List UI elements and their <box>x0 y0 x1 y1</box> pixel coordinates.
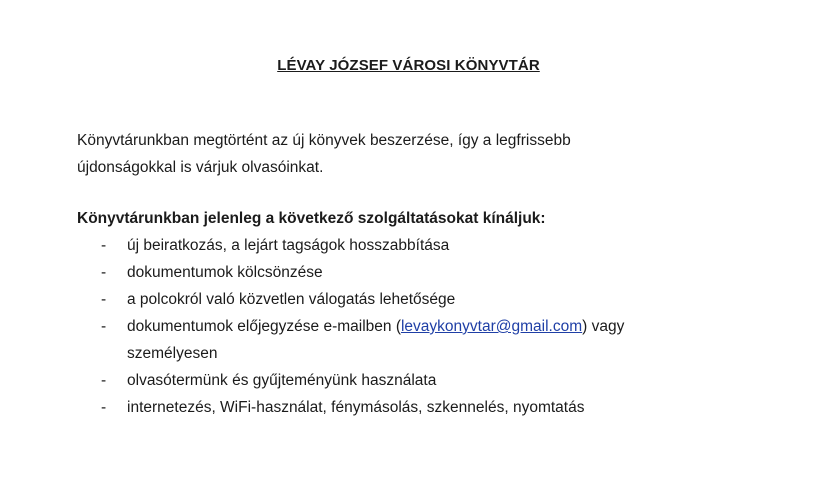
list-item <box>77 394 717 421</box>
service-text-before-email: dokumentumok előjegyzése e-mailben ( <box>127 318 401 335</box>
service-text: dokumentumok kölcsönzése <box>127 264 323 281</box>
list-item <box>77 232 717 259</box>
intro-line-2: újdonságokkal is várjuk olvasóinkat. <box>77 159 324 176</box>
service-text-continuation: személyesen <box>127 345 218 362</box>
service-text: a polcokról való közvetlen válogatás lehetősége <box>127 291 456 308</box>
bullet-dash: - <box>101 264 107 281</box>
intro-line-1: Könyvtárunkban megtörtént az új könyvek beszerzése, így a legfrissebb <box>77 132 571 149</box>
service-text: internetezés, WiFi-használat, fénymásolás, szkennelés, nyomtatás <box>127 399 585 416</box>
services-list <box>77 232 717 421</box>
service-text-after-email: ) vagy <box>582 318 625 335</box>
service-text: új beiratkozás, a lejárt tagságok hosszabbítása <box>127 237 450 254</box>
intro-paragraph <box>77 127 717 181</box>
list-item <box>77 367 717 394</box>
list-item <box>77 259 717 286</box>
page-title: LÉVAY JÓZSEF VÁROSI KÖNYVTÁR <box>277 57 540 74</box>
email-link[interactable]: levaykonyvtar@gmail.com <box>400 318 583 335</box>
bullet-dash: - <box>101 237 107 254</box>
bullet-dash: - <box>101 291 107 308</box>
list-item <box>77 286 717 313</box>
list-item <box>77 313 717 367</box>
bullet-dash: - <box>101 318 107 335</box>
bullet-dash: - <box>101 372 107 389</box>
bullet-dash: - <box>101 399 107 416</box>
service-text: olvasótermünk és gyűjteményünk használata <box>127 372 437 389</box>
services-heading: Könyvtárunkban jelenleg a következő szolgáltatásokat kínáljuk: <box>77 210 546 227</box>
